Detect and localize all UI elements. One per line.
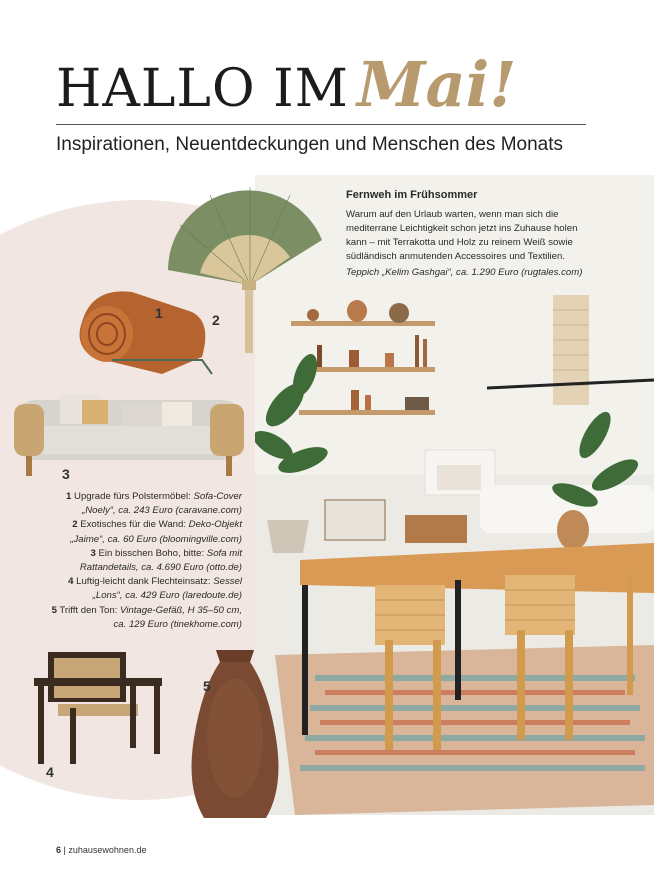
footer-separator: |	[63, 845, 66, 855]
page-footer	[56, 845, 146, 855]
item-number-2: 2	[212, 312, 220, 328]
title-rule	[56, 124, 586, 125]
footer-site[interactable]: zuhausewohnen.de	[68, 845, 147, 855]
armchair-image	[30, 648, 170, 768]
caption-3: 3 Ein bisschen Boho, bitte: Sofa mit Rattandetails, ca. 4.690 Euro (otto.de)	[79, 547, 242, 573]
intro-credit: Teppich „Kelim Gashgai“, ca. 1.290 Euro (rugtales.com)	[346, 266, 583, 278]
intro-block	[346, 188, 596, 279]
item-number-4: 4	[46, 764, 54, 780]
item-number-1: 1	[155, 305, 163, 321]
vase-image	[180, 648, 290, 826]
title-accent: Mai!	[356, 48, 517, 121]
caption-1: 1 Upgrade fürs Polstermöbel: Sofa-Cover „Noely“, ca. 243 Euro (caravane.com)	[66, 491, 242, 517]
page-number: 6	[56, 845, 62, 855]
caption-2: 2 Exotisches für die Wand: Deko-Objekt „Jaime“, ca. 60 Euro (bloomingville.com)	[70, 519, 242, 545]
caption-4: 4 Luftig-leicht dank Flechteinsatz: Sessel „Lons“, ca. 429 Euro (laredoute.de)	[68, 576, 242, 602]
item-number-5: 5	[203, 678, 211, 694]
item-number-3: 3	[62, 466, 70, 482]
page-title	[56, 48, 517, 121]
caption-5: 5 Trifft den Ton: Vintage-Gefäß, H 35–50 cm, ca. 129 Euro (tinekhome.com)	[51, 604, 242, 630]
fan-object-image	[160, 165, 330, 360]
title-main: HALLO IM	[56, 59, 349, 119]
intro-title: Fernweh im Frühsommer	[346, 189, 478, 201]
subtitle: Inspirationen, Neuentdeckungen und Menschen des Monats	[56, 134, 564, 155]
product-captions	[44, 490, 242, 632]
intro-body: Warum auf den Urlaub warten, wenn man sich die mediterrane Leichtigkeit schon jetzt ins Zuhause holen kann – mit Terrakotta und Holz zu reinem Weiß sowie südländisch anmutenden Accessoires und Textilien.	[346, 208, 578, 262]
sofa-image	[12, 390, 248, 480]
